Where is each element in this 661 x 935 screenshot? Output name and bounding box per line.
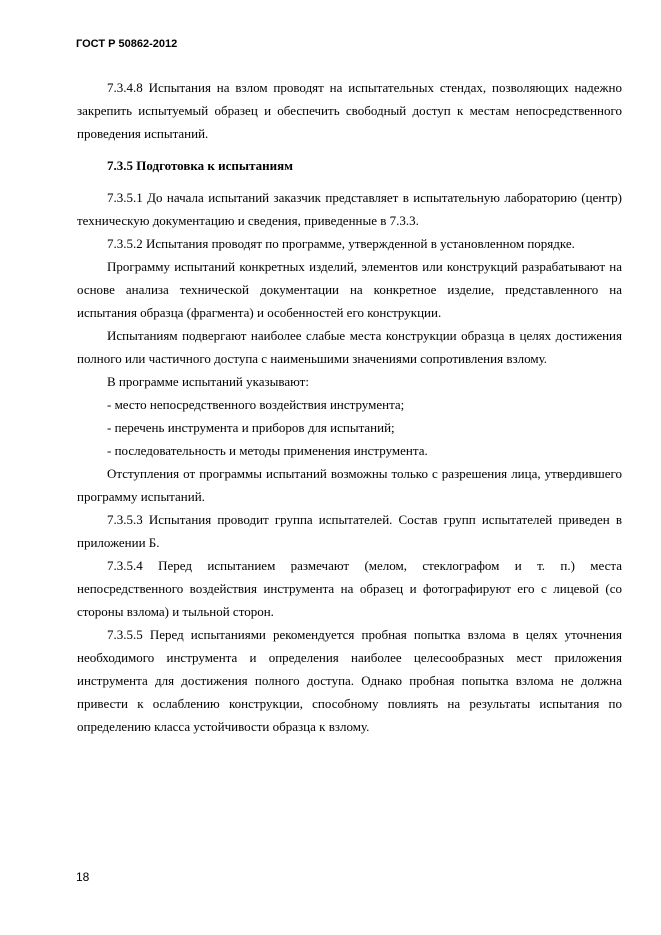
list-item: - место непосредственного воздействия инструмента; — [107, 397, 405, 412]
document-header: ГОСТ Р 50862-2012 — [76, 38, 178, 50]
section-heading-7-3-5: 7.3.5 Подготовка к испытаниям — [107, 158, 293, 173]
paragraph-7-3-5-1: 7.3.5.1 До начала испытаний заказчик представляет в испытательную лабораторию (центр) техническую документацию и сведения, приведенные в 7.3.3. — [77, 190, 622, 228]
paragraph-deviations: Отступления от программы испытаний возможны только с разрешения лица, утвердившего программу испытаний. — [77, 466, 622, 504]
document-body — [77, 76, 622, 738]
paragraph-test-program: Программу испытаний конкретных изделий, элементов или конструкций разрабатывают на основе анализа технической документации на конкретное изделие, представленного на испытания образца (фрагмента) и особенностей его конструкции. — [77, 259, 622, 320]
list-item: - последовательность и методы применения инструмента. — [107, 443, 428, 458]
paragraph-7-3-5-2: 7.3.5.2 Испытания проводят по программе, утвержденной в установленном порядке. — [107, 236, 575, 251]
paragraph-7-3-5-4: 7.3.5.4 Перед испытанием размечают (мелом, стеклографом и т. п.) места непосредственного воздействия инструмента на образец и фотографируют его с лицевой (со стороны взлома) и тыльной сторон. — [77, 558, 622, 619]
list-item: - перечень инструмента и приборов для испытаний; — [107, 420, 395, 435]
paragraph-7-3-4-8: 7.3.4.8 Испытания на взлом проводят на испытательных стендах, позволяющих надежно закрепить испытуемый образец и обеспечить свободный доступ к местам непосредственного проведения испытаний. — [77, 80, 622, 141]
page-number: 18 — [76, 870, 90, 884]
paragraph-program-contents: В программе испытаний указывают: — [107, 374, 309, 389]
paragraph-weak-points: Испытаниям подвергают наиболее слабые места конструкции образца в целях достижения полного или частичного доступа с наименьшими значениями сопротивления взлому. — [77, 328, 622, 366]
paragraph-7-3-5-3: 7.3.5.3 Испытания проводит группа испытателей. Состав групп испытателей приведен в приложении Б. — [77, 512, 622, 550]
paragraph-7-3-5-5: 7.3.5.5 Перед испытаниями рекомендуется пробная попытка взлома в целях уточнения необходимого инструмента и определения наиболее целесообразных мест приложения инструмента для достижения полного доступа. Однако пробная попытка взлома не должна привести к ослаблению конструкции, способному повлиять на результаты испытания по определению класса устойчивости образца к взлому. — [77, 627, 622, 734]
